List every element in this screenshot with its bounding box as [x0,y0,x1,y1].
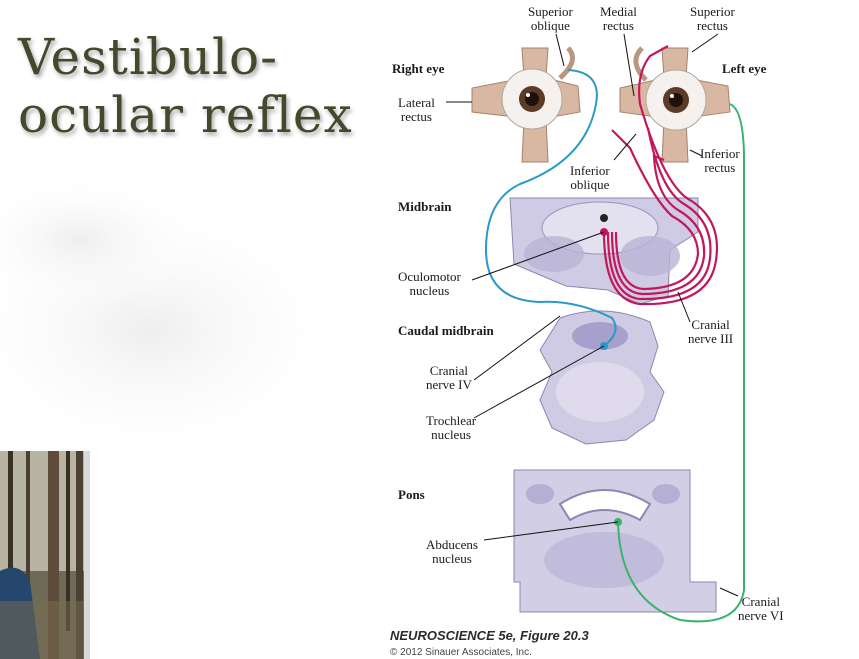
label-pons: Pons [398,487,425,502]
left-eye-illustration [620,48,730,162]
label-inferior-rectus: Inferior rectus [700,146,740,175]
label-caudal-midbrain: Caudal midbrain [398,323,494,338]
label-oculomotor-nucleus: Oculomotor nucleus [398,269,461,298]
label-superior-oblique: Superior oblique [528,4,573,33]
label-medial-rectus: Medial rectus [600,4,637,33]
slide-title: Vestibulo- ocular reflex [18,28,353,144]
figure-caption: NEUROSCIENCE 5e, Figure 20.3 [390,628,589,643]
label-cranial-nerve-iii: Cranial nerve III [688,317,734,346]
label-right-eye: Right eye [392,61,445,76]
pons-section [514,470,716,612]
caudal-midbrain-section [540,311,664,444]
label-cranial-nerve-iv: Cranial nerve IV [426,363,472,392]
label-midbrain: Midbrain [398,199,452,214]
label-cranial-nerve-vi: Cranial nerve VI [738,594,784,623]
label-lateral-rectus: Lateral rectus [398,95,435,124]
label-superior-rectus: Superior rectus [690,4,735,33]
label-left-eye: Left eye [722,61,767,76]
label-inferior-oblique: Inferior oblique [570,163,610,192]
figure-copyright: © 2012 Sinauer Associates, Inc. [390,647,532,658]
label-trochlear-nucleus: Trochlear nucleus [426,413,477,442]
label-abducens-nucleus: Abducens nucleus [426,537,478,566]
